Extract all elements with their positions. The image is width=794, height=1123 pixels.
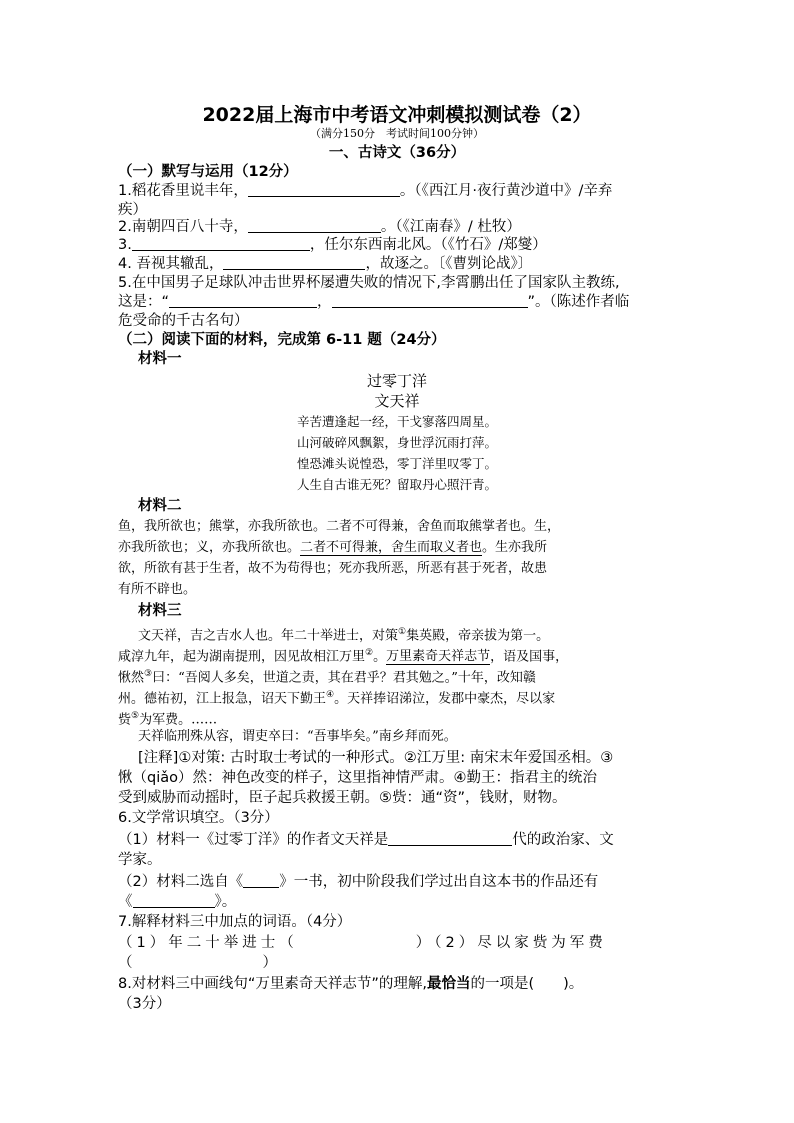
q1-prefix: 1.稻花香里说丰年，: [118, 183, 248, 199]
text-span: 为军费。……: [139, 712, 218, 728]
poem-author: 文天祥: [374, 392, 420, 410]
q4-prefix: 4. 吾视其辙乱，: [118, 256, 224, 272]
text-span: 愀然: [118, 670, 145, 686]
poem-line: 惶恐滩头说惶恐，零丁洋里叹零丁。: [296, 456, 497, 471]
q5-blank-2[interactable]: [332, 293, 528, 308]
text-span: 曰：“吾阅人多矣，世道之责，其在君乎？君其勉之。”十年，改知赣: [152, 670, 536, 686]
text-span: 的一项是( )。: [470, 976, 584, 992]
page-title: 2022届上海市中考语文冲刺模拟测试卷（2）: [202, 104, 592, 126]
note-marker: ①: [398, 627, 407, 637]
q6-2-blank-2[interactable]: [133, 893, 215, 908]
question-1: [118, 181, 612, 201]
poem-line: 山河破碎风飘絮，身世浮沉雨打萍。: [296, 435, 497, 450]
text-span: 州。德祐初，江上报急，诏天下勤王: [118, 691, 327, 707]
question-2: [118, 217, 521, 237]
text-span: 赀: [118, 712, 132, 728]
note-marker: ⑤: [131, 711, 140, 721]
underlined-sentence: 二者不可得兼，舍生而取义者也: [300, 540, 483, 555]
page-subtitle: （满分150分 考试时间100分钟）: [310, 127, 484, 140]
material-3-text: 天祥临刑殊从容，谓吏卒曰：“吾事毕矣。”南乡拜而死。: [138, 729, 457, 744]
question-8: [118, 974, 583, 994]
annotation: 受到威胁而动摇时，臣子起兵救援王朝。⑤赀：通“资”，钱财，财物。: [118, 790, 567, 806]
note-marker: ④: [326, 690, 335, 700]
text-span: 亦我所欲也；义，亦我所欲也。: [118, 540, 301, 555]
question-7-1: [118, 933, 607, 953]
text-span: （1）年二十举进士（: [118, 935, 298, 951]
section-heading: 一、古诗文（36分）: [328, 145, 466, 161]
text-span: ，语及国事，: [490, 649, 569, 665]
poem-title: 过零丁洋: [366, 372, 427, 390]
question-8-cont: （3分）: [118, 996, 171, 1012]
question-6-1: [118, 830, 614, 850]
material-2-label: 材料二: [138, 498, 182, 514]
text-span: 文天祥，吉之吉水人也。年二十举进士，对策: [138, 628, 399, 644]
q4-suffix: ，故逐之。〔《曹刿论战》〕: [365, 256, 533, 272]
q2-blank[interactable]: [248, 218, 381, 233]
q1-suffix: 。（《西江月·夜行黄沙道中》/辛弃: [399, 183, 613, 199]
text-span: 。天祥捧诏涕泣，发郡中豪杰，尽以家: [334, 691, 556, 707]
note-marker: ②: [365, 648, 374, 658]
q3-suffix: ，任尔东西南北风。（《竹石》/郑燮）: [309, 237, 547, 253]
material-3-label: 材料三: [138, 603, 182, 619]
q6-2-blank-1[interactable]: [243, 873, 279, 888]
q5-suffix: ”。（陈述作者临: [527, 294, 630, 310]
q5-prefix: 这是：“: [118, 294, 170, 310]
text-span: （1）材料一《过零丁洋》的作者文天祥是: [118, 832, 389, 848]
underlined-sentence: 万里素奇天祥志节: [386, 649, 491, 665]
text-span: （: [118, 955, 133, 971]
text-span: 》。: [214, 894, 237, 910]
question-5-end: 危受命的千古名句）: [118, 313, 249, 329]
part1-heading: （一）默写与运用（12分）: [118, 164, 298, 180]
text-span: 咸淳九年，起为湖南提刑，因见故相江万里: [118, 649, 366, 665]
q3-prefix: 3.: [118, 237, 132, 253]
material-2-text: [118, 538, 547, 558]
text-span: ）: [262, 955, 277, 971]
material-2-text: 鱼，我所欲也；熊掌，亦我所欲也。二者不可得兼，舍鱼而取熊掌者也。生，: [118, 519, 561, 534]
question-5: 5.在中国男子足球队冲击世界杯屡遭失败的情况下,李霄鹏出任了国家队主教练,: [118, 275, 620, 291]
question-7: 7.解释材料三中加点的词语。（4分）: [118, 914, 352, 930]
text-span: 代的政治家、文: [512, 832, 614, 848]
material-1-label: 材料一: [138, 351, 182, 367]
text-span: 》一书，初中阶段我们学过出自这本书的作品还有: [279, 874, 599, 890]
question-3: [118, 235, 547, 255]
q2-suffix: 。（《江南春》/ 杜牧）: [380, 219, 521, 235]
part2-heading: （二）阅读下面的材料，完成第 6-11 题（24分）: [118, 332, 446, 348]
q5-comma: ，: [317, 294, 332, 310]
material-2-text: 有所不辟也。: [118, 582, 197, 597]
question-6: 6.文学常识填空。（3分）: [118, 810, 279, 826]
note-marker: ③: [144, 669, 153, 679]
q1-blank[interactable]: [248, 182, 400, 197]
q4-blank[interactable]: [223, 255, 365, 270]
question-6-2-cont: [118, 892, 236, 912]
text-span: 8.对材料三中画线句“万里素奇天祥志节”的理解,: [118, 976, 427, 992]
question-6-1-cont: 学家。: [118, 852, 162, 868]
question-6-2: [118, 872, 598, 892]
question-4: [118, 254, 532, 274]
text-span: 。: [373, 649, 387, 665]
text-span: 集英殿，帝亲拔为第一。: [406, 628, 550, 644]
q2-prefix: 2.南朝四百八十寺，: [118, 219, 248, 235]
poem-line: 人生自古谁无死？留取丹心照汗青。: [296, 477, 497, 492]
question-5-cont: [118, 292, 629, 312]
q6-1-blank[interactable]: [388, 831, 512, 846]
emphasis-text: 最恰当: [426, 976, 471, 992]
question-7-2: [118, 953, 277, 973]
text-span: 《: [118, 894, 133, 910]
poem-line: 辛苦遭逢起一经，干戈寥落四周星。: [296, 414, 497, 429]
annotation: [注释]①对策: 古时取士考试的一种形式。②江万里: 南宋末年爱国丞相。③: [138, 750, 614, 766]
question-1-cont: 疾）: [118, 202, 147, 218]
q5-blank-1[interactable]: [169, 293, 317, 308]
text-span: 。生亦我所: [482, 540, 548, 555]
annotation: 愀（qiǎo）然：神色改变的样子，这里指神情严肃。④勤王：指君主的统治: [118, 770, 597, 786]
material-2-text: 欲，所欲有甚于生者，故不为苟得也；死亦我所恶，所恶有甚于死者，故患: [118, 561, 548, 576]
q3-blank[interactable]: [132, 236, 310, 251]
text-span: ）（2）尽以家赀为军费: [415, 935, 607, 951]
text-span: （2）材料二选自《: [118, 874, 244, 890]
